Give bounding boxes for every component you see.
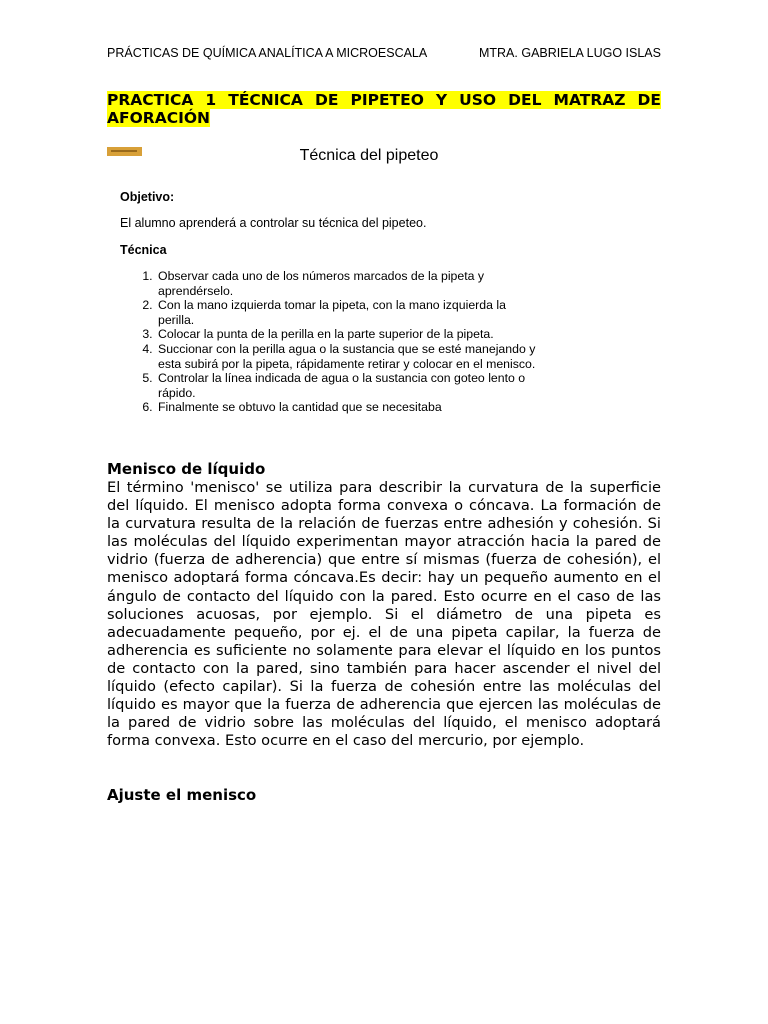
adjust-meniscus-heading: Ajuste el menisco — [107, 786, 257, 804]
pipetting-technique-image — [107, 144, 551, 460]
technique-step: 5. Controlar la línea indicada de agua o la sustancia con goteo lento o rápido. — [156, 371, 540, 400]
image-title: Técnica del pipeteo — [299, 147, 439, 164]
page-header — [107, 46, 661, 60]
meniscus-paragraph: El término 'menisco' se utiliza para describir la curvatura de la superficie del líquido. El menisco adopta forma convexa o cóncava. La formación de la curvatura resulta de la relación de fuerzas entre adhesión y cohesión. Si las moléculas del líquido experimentan mayor atracción hacia la pared de vidrio (fuerza de adherencia) que entre sí mismas (fuerza de cohesión), el menisco adoptará forma cóncava.Es decir: hay un pequeño aumento en el ángulo de contacto del líquido con la pared. Esto ocurre en el caso de las soluciones acuosas, por ejemplo. Si el diámetro de una pipeta es adecuadamente pequeño, por ej. el de una pipeta capilar, la fuerza de adherencia es suficiente no solamente para elevar el líquido en los puntos de contacto con la pared, sino también para hacer ascender el nivel del líquido (efecto capilar). Si la fuerza de cohesión entre las moléculas del líquido es mayor que la fuerza de adherencia que ejercen las moléculas de la pared de vidrio sobre las moléculas del líquido, el menisco adoptará forma convexa. Esto ocurre en el caso del mercurio, por ejemplo. — [107, 479, 661, 750]
technique-step: 1. Observar cada uno de los números marcados de la pipeta y aprendérselo. — [156, 269, 540, 298]
objective-heading: Objetivo: — [120, 190, 175, 204]
technique-step: 2. Con la mano izquierda tomar la pipeta, con la mano izquierda la perilla. — [156, 298, 540, 327]
objective-text: El alumno aprenderá a controlar su técnica del pipeteo. — [120, 216, 427, 230]
technique-step: 6. Finalmente se obtuvo la cantidad que se necesitaba — [156, 400, 540, 415]
practice-title — [107, 91, 661, 127]
technique-heading: Técnica — [120, 243, 167, 257]
technique-step: 4. Succionar con la perilla agua o la sustancia que se esté manejando y esta subirá por la pipeta, rápidamente retirar y colocar en el menisco. — [156, 342, 540, 371]
practice-title-text: PRACTICA 1 TÉCNICA DE PIPETEO Y USO DEL MATRAZ DE AFORACIÓN — [107, 91, 661, 127]
technique-steps — [120, 269, 540, 415]
header-teacher: MTRA. GABRIELA LUGO ISLAS — [478, 46, 661, 60]
meniscus-heading: Menisco de líquido — [107, 460, 266, 478]
technique-step: 3. Colocar la punta de la perilla en la parte superior de la pipeta. — [156, 327, 540, 342]
header-course: PRÁCTICAS DE QUÍMICA ANALÍTICA A MICROESCALA — [107, 46, 428, 60]
